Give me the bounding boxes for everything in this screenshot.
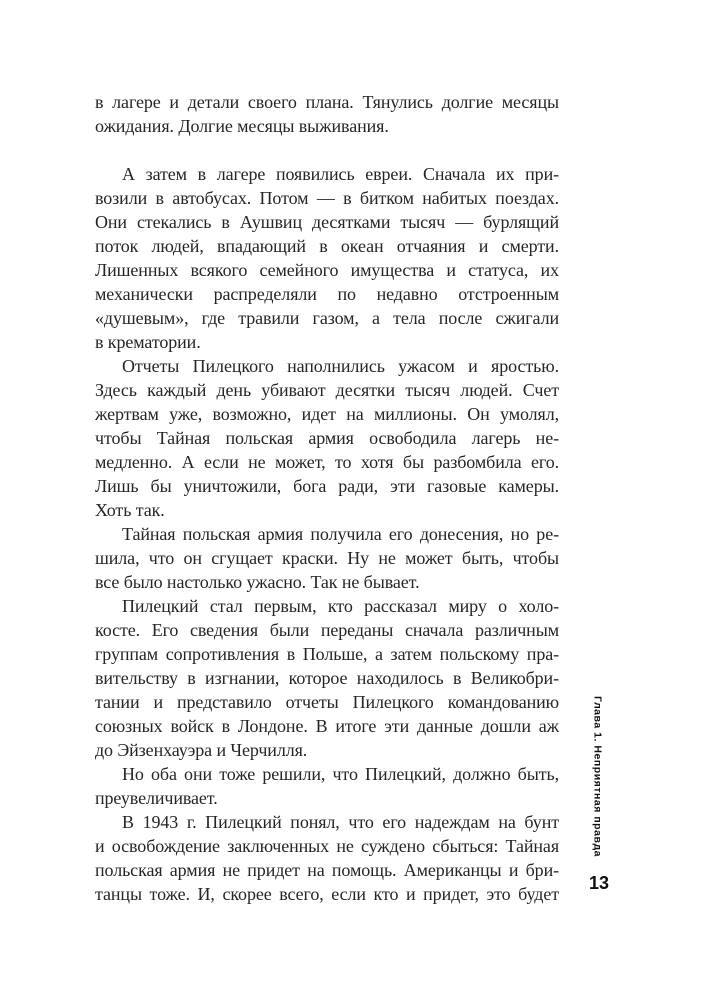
- text-line: Здесь каждый день убивают десятки тысяч людей. Счет: [95, 380, 559, 400]
- text-line: «душевым», где травили газом, а тела после сжигали: [95, 308, 559, 328]
- text-line: поток людей, впадающий в океан отчаяния и смерти.: [95, 236, 559, 256]
- text-line: Пилецкий стал первым, кто рассказал миру о холо-: [122, 596, 559, 616]
- text-line: шила, что он сгущает краски. Ну не может быть, чтобы: [95, 548, 559, 568]
- paragraph: [95, 354, 559, 522]
- paragraph: [95, 90, 559, 138]
- text-line: и освобождение заключенных не суждено сбыться: Тайная: [95, 836, 559, 856]
- text-line: механически распределяли по недавно отстроенным: [95, 284, 559, 304]
- paragraph: [95, 162, 559, 354]
- page-text-block: [95, 90, 559, 906]
- text-line: В 1943 г. Пилецкий понял, что его надеждам на бунт: [122, 812, 559, 832]
- text-line: Лишь бы уничтожили, бога ради, эти газовые камеры.: [95, 476, 559, 496]
- text-line: возили в автобусах. Потом — в битком набитых поездах.: [95, 188, 559, 208]
- text-line: Тайная польская армия получила его донесения, но ре-: [122, 524, 559, 544]
- text-line: медленно. А если не может, то хотя бы разбомбила его.: [95, 452, 559, 472]
- text-line: в крематории.: [95, 332, 201, 352]
- paragraph: [95, 810, 559, 906]
- text-line: тании и представило отчеты Пилецкого командованию: [95, 692, 559, 712]
- text-line: союзных войск в Лондоне. В итоге эти данные дошли аж: [95, 716, 559, 736]
- text-line: преувеличивает.: [95, 788, 218, 808]
- text-line: до Эйзенхауэра и Черчилля.: [95, 740, 308, 760]
- page-number: 13: [589, 873, 610, 893]
- text-line: косте. Его сведения были переданы сначала различным: [95, 620, 559, 640]
- text-line: польская армия не придет на помощь. Американцы и бри-: [95, 860, 559, 880]
- text-line: А затем в лагере появились евреи. Сначала их при-: [122, 164, 559, 184]
- text-line: в лагере и детали своего плана. Тянулись долгие месяцы: [95, 92, 559, 112]
- text-line: чтобы Тайная польская армия освободила лагерь не-: [95, 428, 559, 448]
- text-line: ожидания. Долгие месяцы выживания.: [95, 116, 389, 136]
- paragraph: [95, 594, 559, 762]
- text-line: вительству в изгнании, которое находилось в Великобри-: [95, 668, 559, 688]
- text-line: все было настолько ужасно. Так не бывает.: [95, 572, 420, 592]
- text-line: группам сопротивления в Польше, а затем польскому пра-: [95, 644, 559, 664]
- text-line: танцы тоже. И, скорее всего, если кто и придет, это будет: [95, 884, 559, 904]
- text-line: Но оба они тоже решили, что Пилецкий, должно быть,: [122, 764, 559, 784]
- chapter-running-title: Глава 1. Неприятная правда: [591, 696, 604, 858]
- text-line: Лишенных всякого семейного имущества и статуса, их: [95, 260, 559, 280]
- text-line: Хоть так.: [95, 500, 165, 520]
- text-line: Отчеты Пилецкого наполнились ужасом и яростью.: [122, 356, 559, 376]
- paragraph: [95, 762, 559, 810]
- paragraph: [95, 522, 559, 594]
- text-line: Они стекались в Аушвиц десятками тысяч — бурлящий: [95, 212, 559, 232]
- text-line: жертвам уже, возможно, идет на миллионы. Он умолял,: [95, 404, 559, 424]
